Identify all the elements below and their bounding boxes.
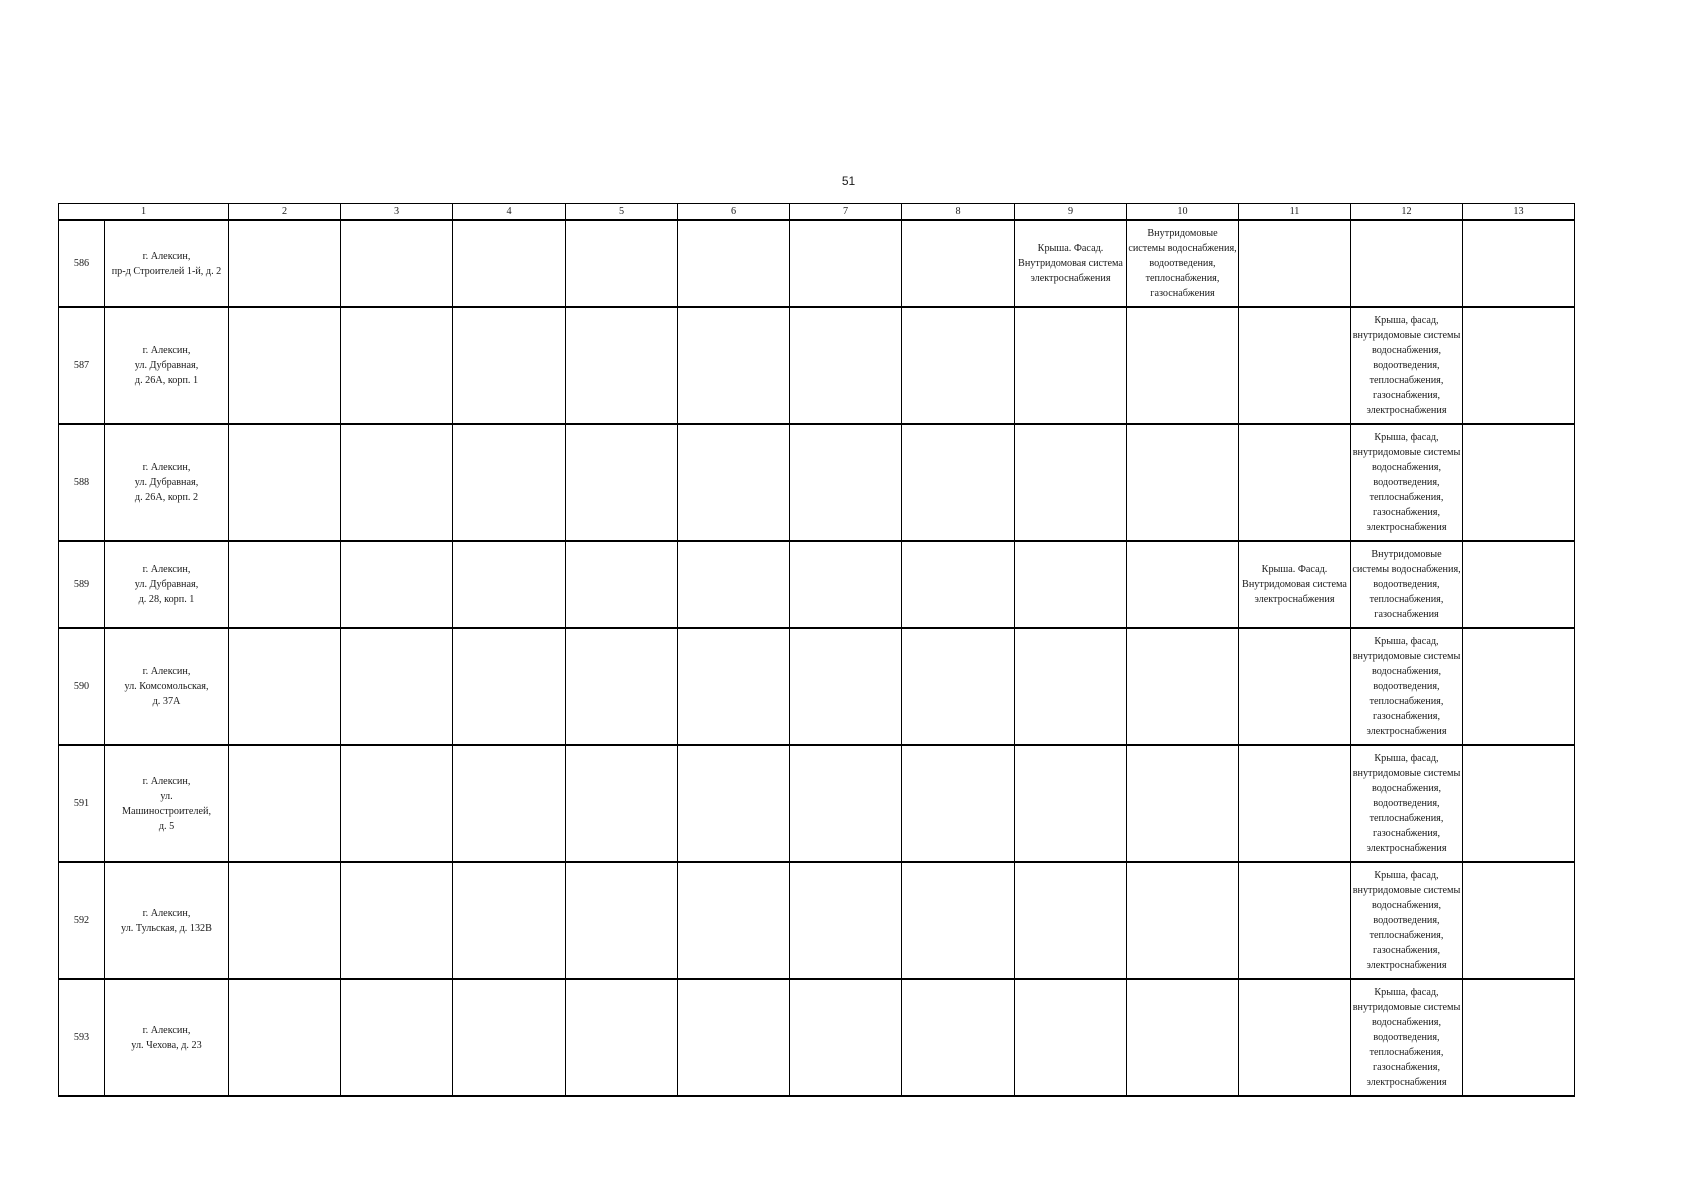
work-cell-col-2 [229,745,341,862]
work-cell-col-6 [678,628,790,745]
work-cell-col-3 [341,424,453,541]
address-cell: г. Алексин, ул. Тульская, д. 132В [105,862,229,979]
work-cell-col-11 [1239,307,1351,424]
work-cell-col-12 [1351,541,1463,628]
work-cell-col-13 [1463,307,1575,424]
work-cell-col-12 [1351,220,1463,307]
header-row [59,204,1575,221]
work-cell-col-6 [678,979,790,1096]
row-number: 592 [59,862,105,979]
work-cell-text: Крыша. Фасад. Внутридомовая система электроснабжения [1242,564,1347,605]
work-cell-col-2 [229,862,341,979]
work-cell-col-13 [1463,862,1575,979]
work-cell-col-6 [678,541,790,628]
work-cell-col-2 [229,541,341,628]
work-cell-text: Крыша, фасад, внутридомовые системы водоснабжения, водоотведения, теплоснабжения, газоснабжения, электроснабжения [1352,432,1461,533]
work-cell-col-7 [790,862,902,979]
work-cell-col-2 [229,220,341,307]
address-cell: г. Алексин, ул. Комсомольская, д. 37А [105,628,229,745]
work-cell-col-7 [790,307,902,424]
row-number: 586 [59,220,105,307]
table-row [59,220,1575,307]
work-cell-col-5 [566,979,678,1096]
column-header: 2 [229,204,341,221]
work-cell-col-4 [453,628,566,745]
work-cell-col-2 [229,979,341,1096]
work-cell-col-13 [1463,424,1575,541]
work-cell-col-11 [1239,979,1351,1096]
column-header: 10 [1127,204,1239,221]
column-header: 3 [341,204,453,221]
work-cell-col-10 [1127,745,1239,862]
work-cell-col-7 [790,628,902,745]
work-cell-col-12 [1351,307,1463,424]
address-cell: г. Алексин, ул. Дубравная, д. 28, корп. 1 [105,541,229,628]
row-number: 593 [59,979,105,1096]
work-cell-col-3 [341,745,453,862]
table-row [59,424,1575,541]
work-cell-col-11 [1239,541,1351,628]
work-cell-col-6 [678,862,790,979]
work-cell-col-5 [566,628,678,745]
column-header: 9 [1015,204,1127,221]
work-cell-col-13 [1463,745,1575,862]
register-table [58,203,1575,1097]
work-cell-col-11 [1239,862,1351,979]
column-header: 8 [902,204,1015,221]
work-cell-col-9 [1015,307,1127,424]
work-cell-col-9 [1015,862,1127,979]
work-cell-col-6 [678,220,790,307]
row-number: 587 [59,307,105,424]
work-cell-col-3 [341,979,453,1096]
work-cell-col-10 [1127,862,1239,979]
work-cell-col-8 [902,862,1015,979]
address-cell: г. Алексин, ул. Машиностроителей, д. 5 [105,745,229,862]
work-cell-col-7 [790,220,902,307]
column-header: 5 [566,204,678,221]
work-cell-col-4 [453,424,566,541]
work-cell-col-11 [1239,745,1351,862]
work-cell-col-13 [1463,541,1575,628]
column-header: 11 [1239,204,1351,221]
work-cell-text: Крыша, фасад, внутридомовые системы водоснабжения, водоотведения, теплоснабжения, газоснабжения, электроснабжения [1352,315,1461,416]
table-row [59,307,1575,424]
row-number: 591 [59,745,105,862]
address-cell: г. Алексин, ул. Дубравная, д. 26А, корп. 1 [105,307,229,424]
work-cell-col-4 [453,307,566,424]
page-number: 51 [841,174,856,188]
work-cell-col-7 [790,541,902,628]
work-cell-col-12 [1351,745,1463,862]
work-cell-col-8 [902,979,1015,1096]
work-cell-col-7 [790,979,902,1096]
work-cell-col-12 [1351,979,1463,1096]
work-cell-text: Крыша, фасад, внутридомовые системы водоснабжения, водоотведения, теплоснабжения, газоснабжения, электроснабжения [1352,987,1461,1088]
work-cell-col-10 [1127,628,1239,745]
column-header: 4 [453,204,566,221]
work-cell-col-5 [566,745,678,862]
work-cell-col-9 [1015,745,1127,862]
work-cell-col-12 [1351,862,1463,979]
work-cell-col-4 [453,979,566,1096]
work-cell-col-6 [678,307,790,424]
row-number: 590 [59,628,105,745]
work-cell-col-8 [902,745,1015,862]
work-cell-col-8 [902,307,1015,424]
work-cell-col-9 [1015,424,1127,541]
work-cell-col-5 [566,307,678,424]
table-row [59,628,1575,745]
table-row [59,862,1575,979]
work-cell-col-10 [1127,307,1239,424]
work-cell-col-5 [566,862,678,979]
column-header: 7 [790,204,902,221]
work-cell-col-8 [902,628,1015,745]
column-header: 13 [1463,204,1575,221]
work-cell-col-11 [1239,220,1351,307]
work-cell-col-5 [566,220,678,307]
work-cell-text: Крыша, фасад, внутридомовые системы водоснабжения, водоотведения, теплоснабжения, газоснабжения, электроснабжения [1352,753,1461,854]
work-cell-col-13 [1463,220,1575,307]
table-row [59,745,1575,862]
work-cell-col-8 [902,220,1015,307]
column-header: 1 [59,204,229,221]
work-cell-col-13 [1463,628,1575,745]
work-cell-col-3 [341,307,453,424]
work-cell-col-12 [1351,628,1463,745]
work-cell-col-2 [229,424,341,541]
work-cell-col-3 [341,220,453,307]
work-cell-col-9 [1015,628,1127,745]
work-cell-col-4 [453,862,566,979]
work-cell-col-9 [1015,979,1127,1096]
work-cell-col-11 [1239,424,1351,541]
work-cell-col-10 [1127,541,1239,628]
table-row [59,979,1575,1096]
work-cell-col-8 [902,541,1015,628]
work-cell-col-13 [1463,979,1575,1096]
work-cell-col-7 [790,424,902,541]
address-cell: г. Алексин, ул. Дубравная, д. 26А, корп. 2 [105,424,229,541]
work-cell-col-9 [1015,220,1127,307]
column-header: 12 [1351,204,1463,221]
work-cell-col-6 [678,424,790,541]
work-cell-col-4 [453,541,566,628]
work-cell-text: Внутридомовые системы водоснабжения, водоотведения, теплоснабжения, газоснабжения [1352,549,1461,620]
work-cell-text: Крыша, фасад, внутридомовые системы водоснабжения, водоотведения, теплоснабжения, газоснабжения, электроснабжения [1352,636,1461,737]
work-cell-col-2 [229,307,341,424]
work-cell-col-3 [341,862,453,979]
work-cell-col-7 [790,745,902,862]
work-cell-col-10 [1127,979,1239,1096]
row-number: 588 [59,424,105,541]
work-cell-col-4 [453,745,566,862]
work-cell-text: Крыша, фасад, внутридомовые системы водоснабжения, водоотведения, теплоснабжения, газоснабжения, электроснабжения [1352,870,1461,971]
work-cell-col-3 [341,628,453,745]
work-cell-col-5 [566,541,678,628]
work-cell-col-11 [1239,628,1351,745]
work-cell-text: Внутридомовые системы водоснабжения, водоотведения, теплоснабжения, газоснабжения [1128,228,1237,299]
work-cell-col-9 [1015,541,1127,628]
address-cell: г. Алексин, пр-д Строителей 1-й, д. 2 [105,220,229,307]
work-cell-col-8 [902,424,1015,541]
work-cell-text: Крыша. Фасад. Внутридомовая система электроснабжения [1018,243,1123,284]
column-header: 6 [678,204,790,221]
work-cell-col-3 [341,541,453,628]
table-row [59,541,1575,628]
work-cell-col-5 [566,424,678,541]
work-cell-col-6 [678,745,790,862]
work-cell-col-10 [1127,220,1239,307]
address-cell: г. Алексин, ул. Чехова, д. 23 [105,979,229,1096]
work-cell-col-12 [1351,424,1463,541]
work-cell-col-4 [453,220,566,307]
work-cell-col-2 [229,628,341,745]
work-cell-col-10 [1127,424,1239,541]
row-number: 589 [59,541,105,628]
